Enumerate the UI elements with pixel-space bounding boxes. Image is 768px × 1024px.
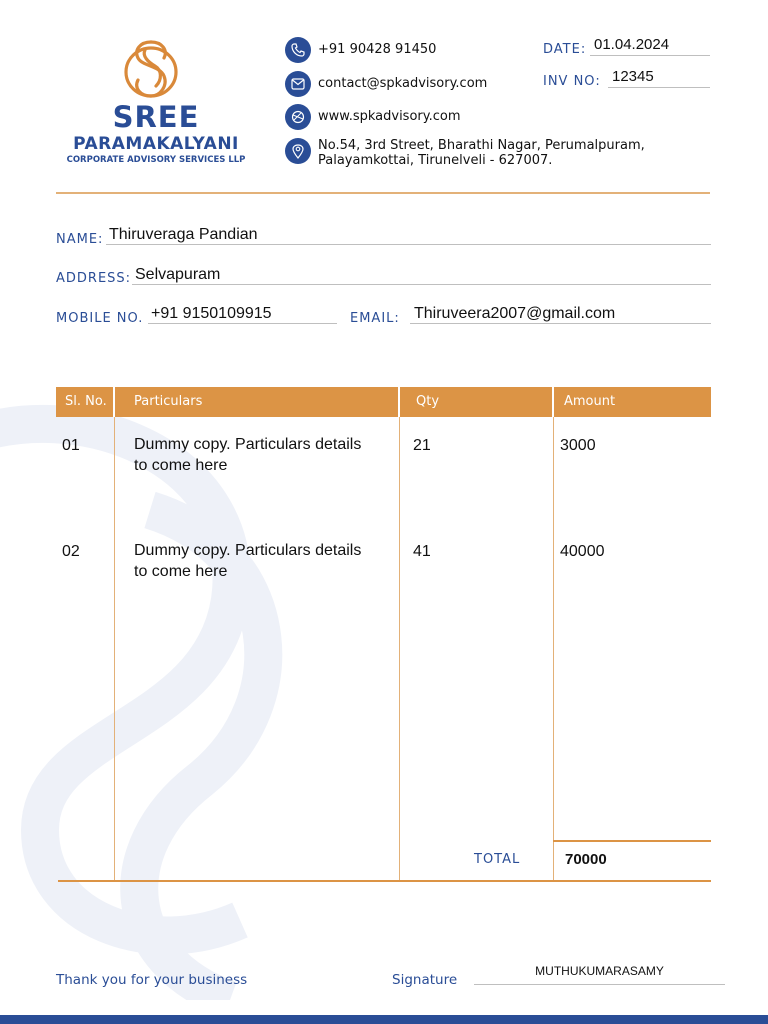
- globe-icon: [285, 104, 311, 130]
- address-label: ADDRESS:: [56, 271, 132, 286]
- total-label: TOTAL: [474, 852, 521, 867]
- header-amount: Amount: [564, 394, 616, 409]
- header-separator: [113, 387, 115, 417]
- table-bottom-line: [58, 880, 711, 882]
- address-line-2: Palayamkottai, Tirunelveli - 627007.: [318, 153, 553, 168]
- invoice-number-label: INV NO:: [543, 74, 601, 89]
- row-2-particulars-line-2: to come here: [134, 563, 228, 580]
- header-divider: [56, 192, 710, 194]
- row-2-particulars-line-1: Dummy copy. Particulars details: [134, 542, 362, 559]
- mobile-label: MOBILE NO.: [56, 311, 144, 326]
- column-divider: [114, 417, 115, 881]
- date-label: DATE:: [543, 42, 587, 57]
- row-2-particulars: [134, 540, 394, 582]
- address-field[interactable]: [132, 265, 711, 285]
- header-separator: [552, 387, 554, 417]
- brand-tagline: CORPORATE ADVISORY SERVICES LLP: [66, 155, 246, 165]
- header-sl-no: Sl. No.: [65, 394, 107, 409]
- watermark-logo: [0, 400, 300, 1000]
- email-label: EMAIL:: [350, 311, 400, 326]
- signatory-name: MUTHUKUMARASAMY: [535, 964, 664, 978]
- mobile-field[interactable]: [148, 305, 337, 324]
- column-divider: [399, 417, 400, 881]
- signature-label: Signature: [392, 972, 458, 988]
- row-1-amount: 3000: [560, 437, 596, 454]
- invoice-number-value: 12345: [612, 68, 654, 85]
- header-particulars: Particulars: [134, 394, 203, 409]
- name-label: NAME:: [56, 232, 104, 247]
- location-pin-icon: [285, 138, 311, 164]
- email-value: Thiruveera2007@gmail.com: [414, 305, 616, 322]
- address-line-1: No.54, 3rd Street, Bharathi Nagar, Perumalpuram,: [318, 138, 645, 153]
- date-field[interactable]: [590, 36, 710, 56]
- address-value: Selvapuram: [135, 266, 221, 283]
- row-2-sl: 02: [62, 543, 80, 560]
- row-1-particulars-line-2: to come here: [134, 457, 228, 474]
- phone-icon: [285, 37, 311, 63]
- contact-phone[interactable]: +91 90428 91450: [318, 42, 437, 57]
- header-separator: [398, 387, 400, 417]
- contact-email[interactable]: contact@spkadvisory.com: [318, 76, 488, 91]
- name-field[interactable]: [106, 226, 711, 245]
- column-divider: [553, 417, 554, 881]
- date-value: 01.04.2024: [594, 36, 670, 53]
- row-1-qty: 21: [413, 437, 431, 454]
- table-header: [56, 387, 711, 417]
- row-2-amount: 40000: [560, 543, 605, 560]
- name-value: Thiruveraga Pandian: [109, 226, 258, 243]
- footer-bar: [0, 1015, 768, 1024]
- thank-you-note: Thank you for your business: [56, 972, 248, 988]
- row-1-particulars: [134, 434, 394, 476]
- row-1-particulars-line-1: Dummy copy. Particulars details: [134, 436, 362, 453]
- signature-line: [474, 984, 725, 985]
- header-qty: Qty: [416, 394, 440, 409]
- mail-icon: [285, 71, 311, 97]
- row-2-qty: 41: [413, 543, 431, 560]
- total-divider: [553, 840, 711, 842]
- row-1-sl: 01: [62, 437, 80, 454]
- total-value: 70000: [565, 851, 607, 868]
- mobile-value: +91 9150109915: [151, 305, 272, 322]
- logo-mark: [120, 36, 182, 102]
- email-field[interactable]: [410, 305, 711, 324]
- invoice-number-field[interactable]: [608, 68, 710, 88]
- contact-address: [318, 138, 645, 168]
- brand-subtitle: PARAMAKALYANI: [73, 134, 239, 154]
- contact-website[interactable]: www.spkadvisory.com: [318, 109, 461, 124]
- brand-name: SREE: [112, 100, 200, 134]
